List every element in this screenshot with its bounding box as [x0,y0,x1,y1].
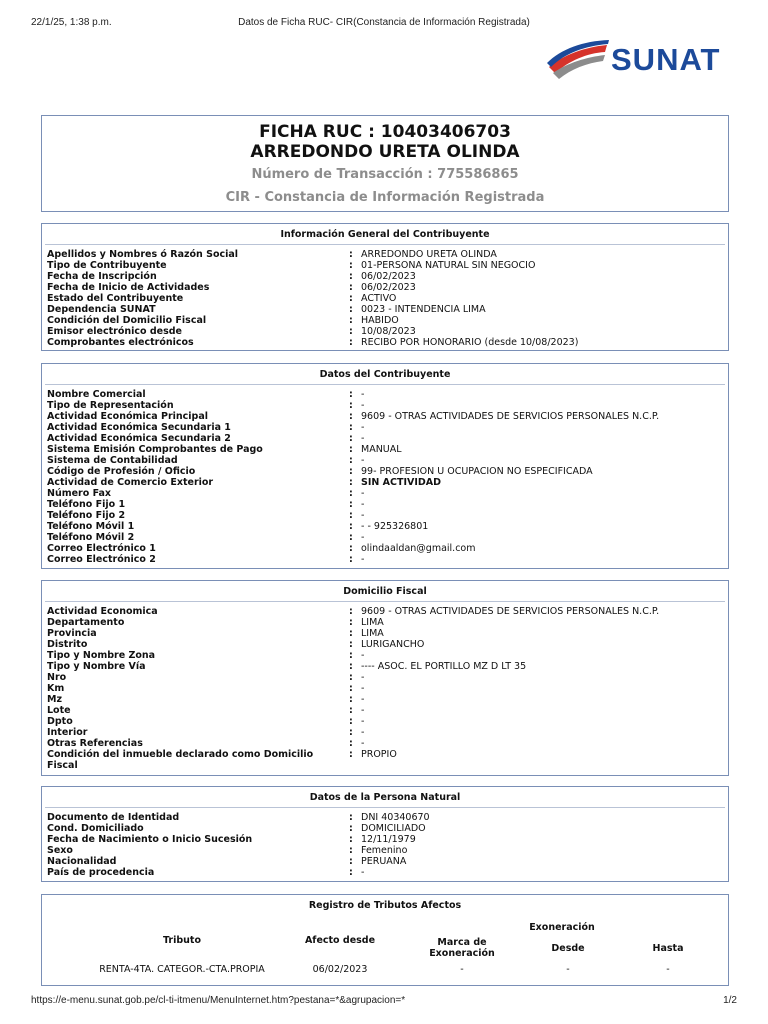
field-row [47,867,723,878]
field-row [47,499,723,510]
section-datos-contribuyente [41,363,729,569]
field-value: Femenino [361,845,408,856]
field-label: Actividad Economica [47,606,158,617]
field-label: Tipo de Contribuyente [47,260,167,271]
field-separator: : [349,834,353,845]
field-row [47,477,723,488]
sunat-logo-text: SUNAT [611,42,721,77]
field-label: Fecha de Nacimiento o Inicio Sucesión [47,834,253,845]
field-label: Dpto [47,716,73,727]
header-marca-exoneracion: Marca de Exoneración [429,937,495,959]
hasta-cell: - [666,964,670,975]
field-row [47,488,723,499]
section-rows [47,389,723,565]
field-label: Teléfono Móvil 1 [47,521,135,532]
print-url: https://e-menu.sunat.gob.pe/cl-ti-itmenu/MenuInternet.htm?pestana=*&agrupacion=* [31,995,406,1006]
field-row [47,521,723,532]
field-value: DNI 40340670 [361,812,430,823]
field-value: 10/08/2023 [361,326,416,337]
field-row [47,433,723,444]
field-separator: : [349,433,353,444]
field-separator: : [349,639,353,650]
field-row [47,326,723,337]
field-label: Cond. Domiciliado [47,823,144,834]
field-value: 06/02/2023 [361,282,416,293]
field-row [47,694,723,705]
field-value: - [361,499,365,510]
field-value: - [361,488,365,499]
field-separator: : [349,282,353,293]
field-label: Otras Referencias [47,738,143,749]
field-label: Tipo y Nombre Zona [47,650,156,661]
field-label: Correo Electrónico 2 [47,554,156,565]
field-value: - [361,532,365,543]
field-separator: : [349,694,353,705]
field-row [47,672,723,683]
field-row [47,304,723,315]
field-value: SIN ACTIVIDAD [361,477,441,488]
header-exoneracion: Exoneración [529,922,595,933]
field-label: Teléfono Fijo 1 [47,499,126,510]
field-row [47,554,723,565]
section-info-general [41,223,729,351]
field-value: - [361,389,365,400]
ficha-title-box [41,115,729,212]
print-document-title: Datos de Ficha RUC- CIR(Constancia de Información Registrada) [238,17,530,28]
field-value: ACTIVO [361,293,397,304]
field-value: PERUANA [361,856,407,867]
field-separator: : [349,326,353,337]
field-value: - [361,738,365,749]
field-separator: : [349,554,353,565]
header-hasta: Hasta [652,943,684,954]
field-label: Número Fax [47,488,112,499]
field-separator: : [349,856,353,867]
field-separator: : [349,510,353,521]
field-row [47,716,723,727]
field-value: - [361,683,365,694]
header-tributo: Tributo [162,935,201,946]
afecto-desde-cell: 06/02/2023 [312,964,368,975]
field-separator: : [349,867,353,878]
print-date: 22/1/25, 1:38 p.m. [31,17,112,28]
field-row [47,738,723,749]
field-value: MANUAL [361,444,402,455]
sunat-logo [545,37,725,85]
field-value: - [361,705,365,716]
field-value: ARREDONDO URETA OLINDA [361,249,497,260]
field-label: Comprobantes electrónicos [47,337,194,348]
field-separator: : [349,411,353,422]
field-label: Actividad Económica Principal [47,411,209,422]
sunat-logo-icon [545,37,611,85]
field-label: Documento de Identidad [47,812,180,823]
field-separator: : [349,543,353,554]
field-separator: : [349,738,353,749]
field-separator: : [349,315,353,326]
field-separator: : [349,672,353,683]
field-separator: : [349,606,353,617]
print-footer [31,995,737,1009]
field-value: - [361,400,365,411]
field-label: Tipo de Representación [47,400,174,411]
section-title: Datos de la Persona Natural [309,792,461,803]
field-separator: : [349,337,353,348]
field-value: LIMA [361,628,384,639]
field-value: - [361,727,365,738]
field-row [47,639,723,650]
field-value: - [361,554,365,565]
section-rows [47,249,723,348]
field-separator: : [349,400,353,411]
field-label: Condición del Domicilio Fiscal [47,315,207,326]
field-label: Interior [47,727,88,738]
field-value: 06/02/2023 [361,271,416,282]
field-label: Distrito [47,639,88,650]
field-separator: : [349,488,353,499]
field-label: Mz [47,694,62,705]
header-afecto-desde: Afecto desde [304,935,376,946]
field-row [47,315,723,326]
field-value: LURIGANCHO [361,639,425,650]
header-desde: Desde [551,943,585,954]
field-separator: : [349,260,353,271]
field-row [47,532,723,543]
field-value: olindaaldan@gmail.com [361,543,476,554]
field-separator: : [349,628,353,639]
section-divider [45,807,725,808]
field-separator: : [349,444,353,455]
section-title: Registro de Tributos Afectos [308,900,462,911]
field-separator: : [349,812,353,823]
field-label: Lote [47,705,71,716]
field-label: Nro [47,672,67,683]
field-separator: : [349,422,353,433]
field-label: Fecha de Inicio de Actividades [47,282,210,293]
field-row [47,856,723,867]
field-row [47,337,723,348]
field-row [47,444,723,455]
field-label: País de procedencia [47,867,155,878]
page-number: 1/2 [723,995,737,1006]
field-label: Fecha de Inscripción [47,271,157,282]
field-value: - [361,510,365,521]
field-value: - [361,672,365,683]
field-separator: : [349,749,353,760]
section-rows [47,812,723,878]
field-row [47,617,723,628]
field-value: - [361,433,365,444]
field-separator: : [349,293,353,304]
field-separator: : [349,617,353,628]
cir-subtitle: CIR - Constancia de Información Registrada [225,190,545,205]
ficha-ruc-title: FICHA RUC : 10403406703 [259,122,511,142]
field-label: Apellidos y Nombres ó Razón Social [47,249,239,260]
desde-cell: - [566,964,570,975]
field-value: 9609 - OTRAS ACTIVIDADES DE SERVICIOS PERSONALES N.C.P. [361,606,660,617]
field-separator: : [349,477,353,488]
section-title: Información General del Contribuyente [280,229,490,240]
field-label: Estado del Contribuyente [47,293,184,304]
field-separator: : [349,661,353,672]
tributo-cell: RENTA-4TA. CATEGOR.-CTA.PROPIA [99,964,265,975]
field-value: 99- PROFESION U OCUPACION NO ESPECIFICADA [361,466,593,477]
field-separator: : [349,249,353,260]
field-label: Actividad Económica Secundaria 1 [47,422,231,433]
field-row [47,812,723,823]
section-divider [45,601,725,602]
field-label: Condición del inmueble declarado como Domicilio Fiscal [47,749,314,771]
field-label: Dependencia SUNAT [47,304,156,315]
field-separator: : [349,716,353,727]
field-separator: : [349,466,353,477]
field-value: PROPIO [361,749,397,760]
field-row [47,661,723,672]
field-value: - [361,422,365,433]
section-rows [47,606,723,771]
field-row [47,422,723,433]
field-label: Código de Profesión / Oficio [47,466,196,477]
field-separator: : [349,727,353,738]
field-value: 01-PERSONA NATURAL SIN NEGOCIO [361,260,536,271]
field-label: Teléfono Fijo 2 [47,510,126,521]
field-separator: : [349,705,353,716]
marca-exoneracion-cell: - [460,964,464,975]
field-value: ---- ASOC. EL PORTILLO MZ D LT 35 [361,661,527,672]
field-separator: : [349,650,353,661]
field-row [47,282,723,293]
field-row [47,727,723,738]
field-label: Sistema Emisión Comprobantes de Pago [47,444,263,455]
field-row [47,628,723,639]
field-label: Provincia [47,628,97,639]
print-header [31,17,737,31]
field-row [47,683,723,694]
transaction-number: Número de Transacción : 775586865 [251,167,519,182]
field-separator: : [349,521,353,532]
field-row [47,749,723,771]
field-row [47,543,723,554]
field-label: Teléfono Móvil 2 [47,532,135,543]
field-separator: : [349,532,353,543]
field-row [47,389,723,400]
field-value: LIMA [361,617,384,628]
field-row [47,411,723,422]
field-row [47,271,723,282]
field-row [47,823,723,834]
field-separator: : [349,271,353,282]
field-separator: : [349,823,353,834]
field-label: Sexo [47,845,73,856]
field-row [47,293,723,304]
field-label: Correo Electrónico 1 [47,543,156,554]
field-row [47,650,723,661]
section-divider [45,244,725,245]
field-value: - [361,694,365,705]
field-label: Nombre Comercial [47,389,146,400]
field-row [47,466,723,477]
field-row [47,845,723,856]
field-value: 9609 - OTRAS ACTIVIDADES DE SERVICIOS PERSONALES N.C.P. [361,411,660,422]
field-label: Emisor electrónico desde [47,326,182,337]
section-tributos [41,894,729,986]
field-value: 12/11/1979 [361,834,416,845]
field-separator: : [349,304,353,315]
field-separator: : [349,499,353,510]
field-separator: : [349,683,353,694]
field-row [47,455,723,466]
field-value: - [361,455,365,466]
field-label: Actividad Económica Secundaria 2 [47,433,231,444]
contributor-name: ARREDONDO URETA OLINDA [250,142,520,162]
field-value: DOMICILIADO [361,823,426,834]
field-value: 0023 - INTENDENCIA LIMA [361,304,486,315]
field-value: - [361,650,365,661]
field-value: - [361,867,365,878]
field-separator: : [349,845,353,856]
section-persona-natural [41,786,729,882]
field-row [47,400,723,411]
field-label: Km [47,683,65,694]
field-row [47,510,723,521]
field-separator: : [349,455,353,466]
field-label: Sistema de Contabilidad [47,455,178,466]
section-domicilio-fiscal [41,580,729,776]
section-title: Domicilio Fiscal [343,586,427,597]
field-row [47,249,723,260]
field-row [47,834,723,845]
field-row [47,260,723,271]
section-divider [45,384,725,385]
field-value: RECIBO POR HONORARIO (desde 10/08/2023) [361,337,579,348]
field-label: Tipo y Nombre Vía [47,661,146,672]
field-label: Nacionalidad [47,856,117,867]
field-row [47,606,723,617]
field-value: - - 925326801 [361,521,429,532]
field-label: Actividad de Comercio Exterior [47,477,214,488]
field-label: Departamento [47,617,125,628]
section-title: Datos del Contribuyente [319,369,451,380]
field-value: - [361,716,365,727]
field-row [47,705,723,716]
field-separator: : [349,389,353,400]
field-value: HABIDO [361,315,399,326]
